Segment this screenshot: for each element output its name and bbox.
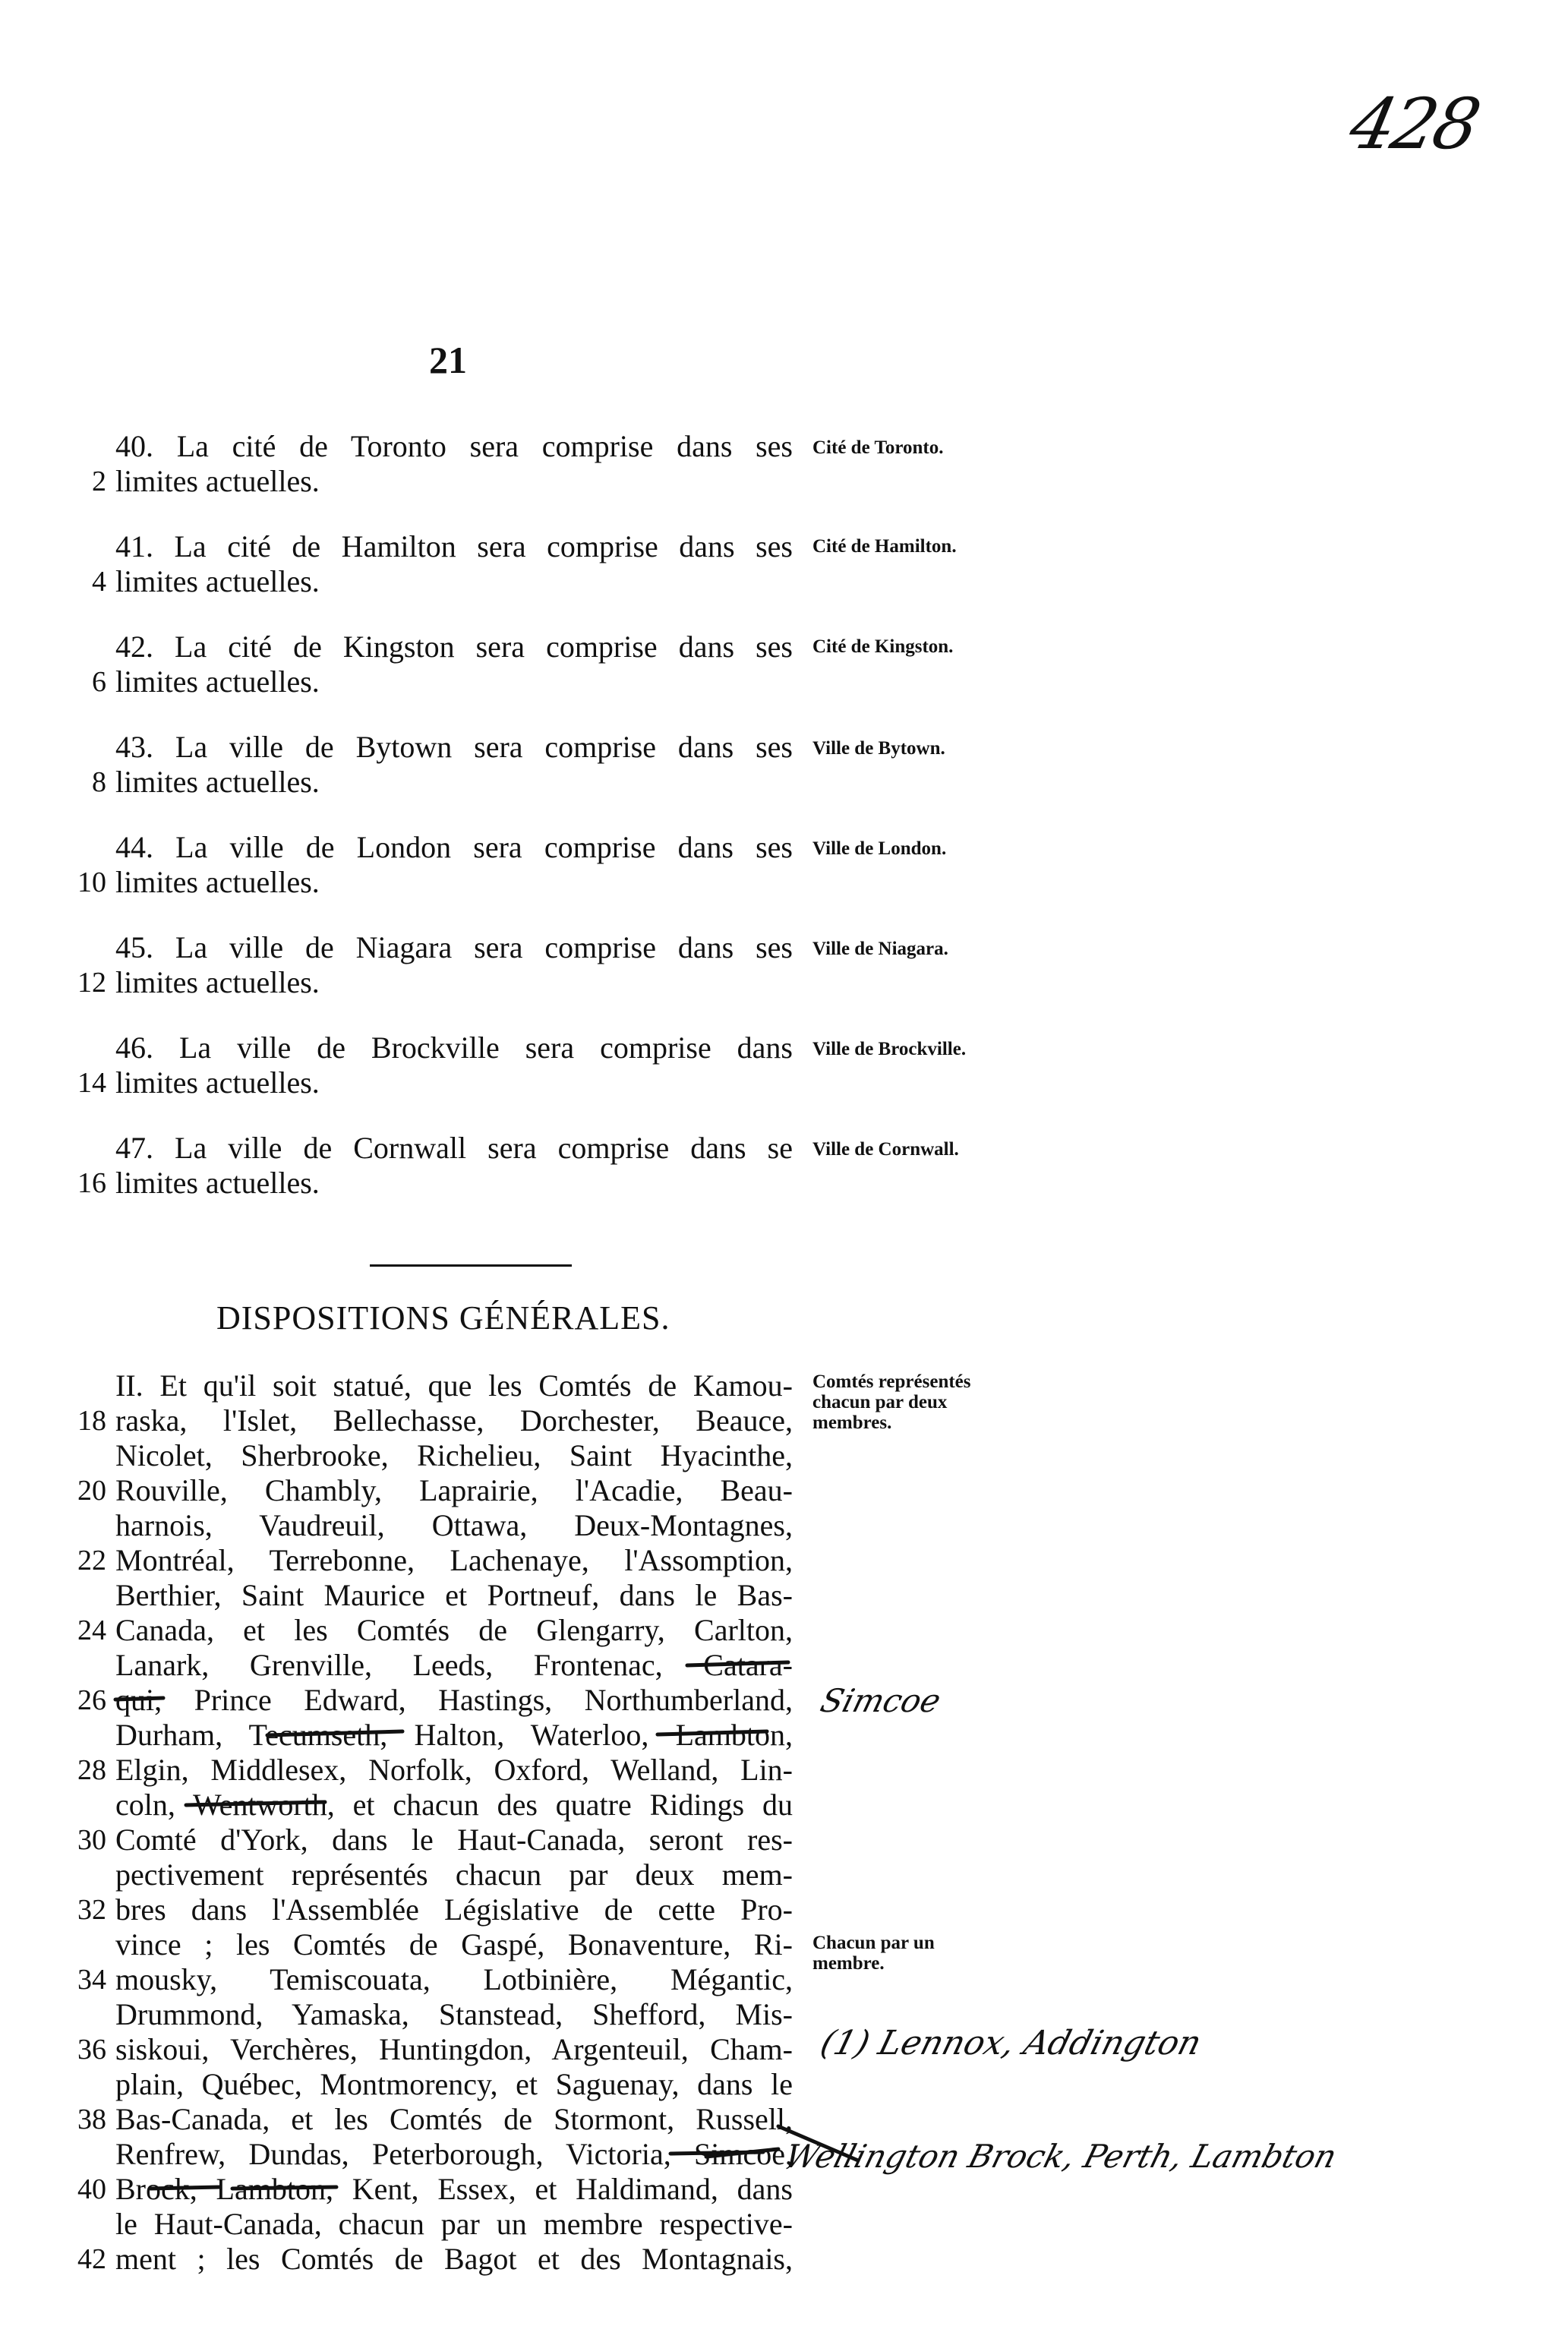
text-line: le Haut-Canada, chacun par un membre respective- bbox=[115, 2207, 793, 2241]
text-line: coln, Wentworth, et chacun des quatre Ridings du bbox=[115, 1788, 793, 1822]
text-line: vince ; les Comtés de Gaspé, Bonaventure, Ri- bbox=[115, 1927, 793, 1962]
margin-note: Ville de Brockville. bbox=[812, 1039, 967, 1059]
text-line: II. Et qu'il soit statué, que les Comtés de Kamou- bbox=[115, 1368, 793, 1403]
text-line: 47. La ville de Cornwall sera comprise dans se bbox=[115, 1131, 793, 1165]
line-number: 26 bbox=[77, 1684, 106, 1716]
page-number: 21 bbox=[429, 339, 467, 381]
margin-note: Ville de Niagara. bbox=[812, 939, 948, 959]
text-line: 46. La ville de Brockville sera comprise dans bbox=[115, 1030, 793, 1065]
text-line: Durham, Tecumseth, Halton, Waterloo, Lambton, bbox=[115, 1718, 793, 1752]
text-line: Lanark, Grenville, Leeds, Frontenac, Catara- bbox=[115, 1648, 793, 1682]
margin-note: Cité de Hamilton. bbox=[812, 536, 957, 557]
text-line: raska, l'Islet, Bellechasse, Dorchester, Beauce, bbox=[115, 1403, 793, 1438]
line-number: 38 bbox=[77, 2104, 106, 2135]
line-number: 12 bbox=[77, 967, 106, 999]
text-line: limites actuelles. bbox=[115, 765, 320, 799]
text-line: limites actuelles. bbox=[115, 1065, 320, 1100]
text-line: Nicolet, Sherbrooke, Richelieu, Saint Hyacinthe, bbox=[115, 1438, 793, 1472]
text-line: limites actuelles. bbox=[115, 564, 320, 598]
line-number: 24 bbox=[77, 1614, 106, 1646]
text-line: harnois, Vaudreuil, Ottawa, Deux-Montagnes, bbox=[115, 1508, 793, 1542]
margin-note: Cité de Toronto. bbox=[812, 437, 944, 458]
text-line: 42. La cité de Kingston sera comprise dans ses bbox=[115, 630, 793, 664]
text-line: siskoui, Verchères, Huntingdon, Argenteuil, Cham- bbox=[115, 2032, 793, 2066]
handwritten-folio-number: 428 bbox=[1342, 84, 1484, 165]
margin-note: Comtés représentés chacun par deux membres. bbox=[812, 1371, 971, 1433]
section-heading: DISPOSITIONS GÉNÉRALES. bbox=[216, 1299, 670, 1337]
line-number: 4 bbox=[92, 566, 106, 598]
text-line: Brock, Lambton, Kent, Essex, et Haldimand, dans bbox=[115, 2172, 793, 2206]
margin-note: Ville de London. bbox=[812, 838, 947, 859]
handwritten-annotation-lennox: (1) Lennox, Addington bbox=[816, 2024, 1206, 2063]
line-number: 36 bbox=[77, 2034, 106, 2066]
text-line: 45. La ville de Niagara sera comprise dans ses bbox=[115, 930, 793, 964]
line-number: 8 bbox=[92, 766, 106, 798]
text-line: limites actuelles. bbox=[115, 865, 320, 899]
line-number: 14 bbox=[77, 1067, 106, 1099]
line-number: 42 bbox=[77, 2243, 106, 2275]
text-line: 40. La cité de Toronto sera comprise dans ses bbox=[115, 429, 793, 463]
text-line: Canada, et les Comtés de Glengarry, Carlton, bbox=[115, 1613, 793, 1647]
line-number: 32 bbox=[77, 1894, 106, 1926]
text-line: plain, Québec, Montmorency, et Saguenay, dans le bbox=[115, 2067, 793, 2101]
text-line: Renfrew, Dundas, Peterborough, Victoria, Simcoe, bbox=[115, 2137, 793, 2171]
line-number: 40 bbox=[77, 2173, 106, 2205]
text-line: Rouville, Chambly, Laprairie, l'Acadie, Beau- bbox=[115, 1473, 793, 1507]
text-line: 44. La ville de London sera comprise dans ses bbox=[115, 830, 793, 864]
line-number: 18 bbox=[77, 1405, 106, 1437]
text-line: ment ; les Comtés de Bagot et des Montagnais, bbox=[115, 2242, 793, 2276]
text-line: Montréal, Terrebonne, Lachenaye, l'Assomption, bbox=[115, 1543, 793, 1577]
handwritten-annotation-wellington: Wellington Brock, Perth, Lambton bbox=[781, 2138, 1341, 2175]
margin-note: Cité de Kingston. bbox=[812, 636, 954, 657]
line-number: 16 bbox=[77, 1167, 106, 1199]
text-line: 43. La ville de Bytown sera comprise dans ses bbox=[115, 730, 793, 764]
text-line: mousky, Temiscouata, Lotbinière, Mégantic, bbox=[115, 1962, 793, 1996]
text-line: pectivement représentés chacun par deux mem- bbox=[115, 1857, 793, 1892]
margin-note: Ville de Cornwall. bbox=[812, 1139, 959, 1160]
line-number: 28 bbox=[77, 1754, 106, 1786]
line-number: 30 bbox=[77, 1824, 106, 1856]
line-number: 2 bbox=[92, 466, 106, 497]
text-line: Elgin, Middlesex, Norfolk, Oxford, Welland, Lin- bbox=[115, 1753, 793, 1787]
text-line: Comté d'York, dans le Haut-Canada, seront res- bbox=[115, 1823, 793, 1857]
text-line: limites actuelles. bbox=[115, 965, 320, 999]
text-line: limites actuelles. bbox=[115, 1166, 320, 1200]
text-line: Bas-Canada, et les Comtés de Stormont, Russell, bbox=[115, 2102, 793, 2136]
text-line: limites actuelles. bbox=[115, 464, 320, 498]
text-line: limites actuelles. bbox=[115, 664, 320, 699]
line-number: 20 bbox=[77, 1475, 106, 1507]
text-line: Berthier, Saint Maurice et Portneuf, dans le Bas- bbox=[115, 1578, 793, 1612]
text-line: bres dans l'Assemblée Législative de cette Pro- bbox=[115, 1892, 793, 1927]
text-line: Drummond, Yamaska, Stanstead, Shefford, Mis- bbox=[115, 1997, 793, 2031]
text-line: qui, Prince Edward, Hastings, Northumberland, bbox=[115, 1683, 793, 1717]
line-number: 22 bbox=[77, 1545, 106, 1576]
line-number: 6 bbox=[92, 666, 106, 698]
line-number: 10 bbox=[77, 866, 106, 898]
margin-note: Chacun par un membre. bbox=[812, 1933, 935, 1974]
line-number: 34 bbox=[77, 1964, 106, 1996]
handwritten-annotation-simcoe: Simcoe bbox=[816, 1682, 945, 1719]
margin-note: Ville de Bytown. bbox=[812, 738, 945, 759]
text-line: 41. La cité de Hamilton sera comprise dans ses bbox=[115, 529, 793, 563]
